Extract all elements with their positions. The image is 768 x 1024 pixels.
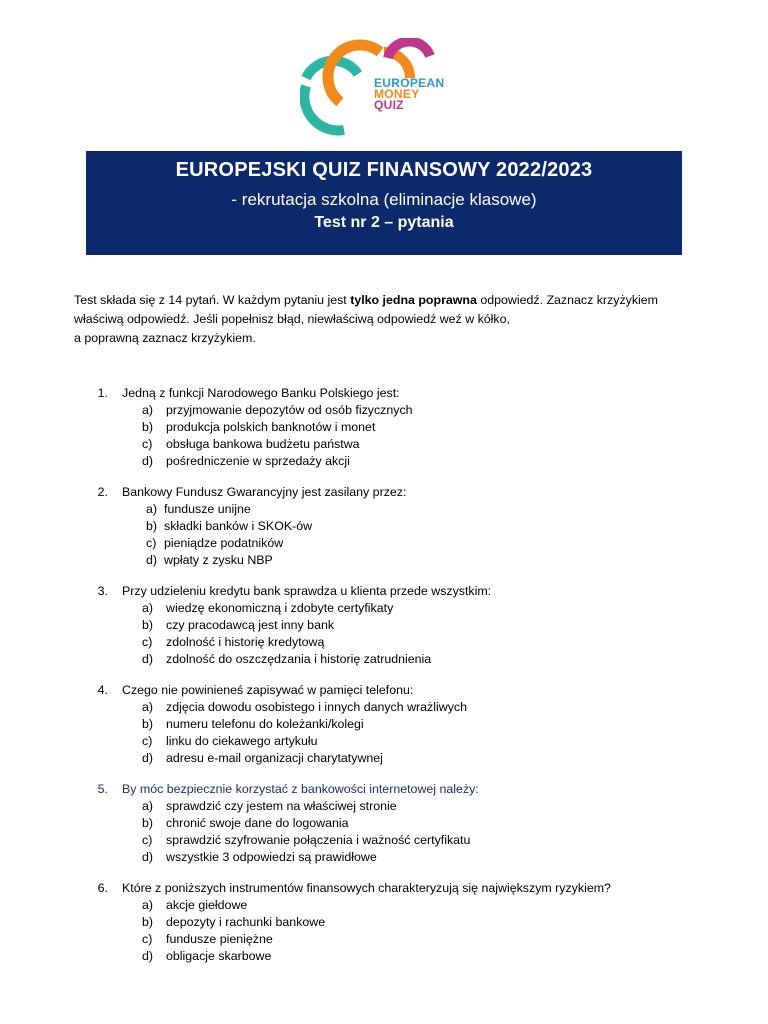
answer-options <box>74 600 674 668</box>
answer-options <box>74 699 674 767</box>
option-text: akcje giełdowe <box>166 898 248 912</box>
answer-option[interactable] <box>74 402 674 419</box>
answer-options <box>74 501 674 569</box>
option-letter: b) <box>142 717 154 731</box>
question-text: Przy udzieleniu kredytu bank sprawdza u klienta przede wszystkim: <box>122 584 492 598</box>
answer-option[interactable] <box>74 535 674 552</box>
option-text: sprawdzić szyfrowanie połączenia i ważność certyfikatu <box>166 833 471 847</box>
option-text: numeru telefonu do koleżanki/kolegi <box>166 717 364 731</box>
answer-option[interactable] <box>74 699 674 716</box>
option-letter: c) <box>142 734 153 748</box>
option-text: depozyty i rachunki bankowe <box>166 915 326 929</box>
answer-option[interactable] <box>74 948 674 965</box>
answer-options <box>74 897 674 965</box>
option-letter: c) <box>142 833 153 847</box>
answer-option[interactable] <box>74 931 674 948</box>
option-text: wpłaty z zysku NBP <box>164 553 273 567</box>
option-letter: b) <box>142 618 154 632</box>
answer-options <box>74 798 674 866</box>
option-text: wiedzę ekonomiczną i zdobyte certyfikaty <box>166 601 394 615</box>
title-banner <box>86 151 682 255</box>
option-text: czy pracodawcą jest inny bank <box>166 618 335 632</box>
option-text: produkcja polskich banknotów i monet <box>166 420 376 434</box>
option-letter: b) <box>142 420 154 434</box>
answer-option[interactable] <box>74 798 674 815</box>
option-text: obsługa bankowa budżetu państwa <box>166 437 360 451</box>
option-text: przyjmowanie depozytów od osób fizycznych <box>166 403 413 417</box>
answer-option[interactable] <box>74 518 674 535</box>
question-text: Które z poniższych instrumentów finansowych charakteryzują się największym ryzykiem? <box>122 881 611 895</box>
question-line <box>74 385 674 402</box>
option-letter: a) <box>142 403 154 417</box>
answer-option[interactable] <box>74 914 674 931</box>
answer-option[interactable] <box>74 600 674 617</box>
option-letter: c) <box>146 536 157 550</box>
answer-option[interactable] <box>74 733 674 750</box>
option-letter: d) <box>146 553 158 567</box>
option-letter: b) <box>142 915 154 929</box>
option-text: zdolność i historię kredytową <box>166 635 325 649</box>
test-label: Test nr 2 – pytania <box>314 214 454 231</box>
page-title: EUROPEJSKI QUIZ FINANSOWY 2022/2023 <box>175 159 593 181</box>
instructions-part1: Test składa się z 14 pytań. W każdym pytaniu jest <box>74 293 351 307</box>
instructions <box>74 291 658 348</box>
option-letter: b) <box>146 519 158 533</box>
question-1 <box>74 385 674 470</box>
question-number: 6. <box>97 881 108 895</box>
question-line <box>74 484 674 501</box>
question-text: Bankowy Fundusz Gwarancyjny jest zasilany przez: <box>122 485 407 499</box>
option-text: składki banków i SKOK-ów <box>164 519 313 533</box>
option-text: pieniądze podatników <box>164 536 284 550</box>
answer-option[interactable] <box>74 897 674 914</box>
question-list <box>74 385 674 979</box>
answer-option[interactable] <box>74 617 674 634</box>
question-number: 1. <box>97 386 108 400</box>
option-letter: d) <box>142 850 154 864</box>
option-text: sprawdzić czy jestem na właściwej stronie <box>166 799 397 813</box>
instructions-part2: odpowiedź. Zaznacz krzyżykiem właściwą odpowiedź. Jeśli popełnisz błąd, niewłaściwą odpowiedź weź w kółko, <box>74 293 659 326</box>
answer-option[interactable] <box>74 453 674 470</box>
question-number: 4. <box>97 683 108 697</box>
option-text: chronić swoje dane do logowania <box>166 816 349 830</box>
option-text: pośredniczenie w sprzedaży akcji <box>166 454 350 468</box>
question-line <box>74 781 674 798</box>
question-line <box>74 880 674 897</box>
question-number: 2. <box>97 485 108 499</box>
instructions-bold: tylko jedna poprawna <box>350 293 477 307</box>
question-6 <box>74 880 674 965</box>
answer-option[interactable] <box>74 419 674 436</box>
question-line <box>74 682 674 699</box>
option-text: fundusze unijne <box>164 502 251 516</box>
option-letter: d) <box>142 652 154 666</box>
question-line <box>74 583 674 600</box>
question-text: Czego nie powinieneś zapisywać w pamięci telefonu: <box>122 683 414 697</box>
option-text: obligacje skarbowe <box>166 949 272 963</box>
answer-option[interactable] <box>74 832 674 849</box>
answer-option[interactable] <box>74 634 674 651</box>
option-letter: a) <box>142 898 154 912</box>
option-text: wszystkie 3 odpowiedzi są prawidłowe <box>166 850 377 864</box>
option-letter: c) <box>142 437 153 451</box>
option-letter: d) <box>142 454 154 468</box>
option-text: fundusze pieniężne <box>166 932 273 946</box>
option-letter: a) <box>142 601 154 615</box>
answer-option[interactable] <box>74 651 674 668</box>
answer-option[interactable] <box>74 849 674 866</box>
question-text: By móc bezpiecznie korzystać z bankowości internetowej należy: <box>122 782 479 796</box>
logo-text <box>374 78 444 111</box>
answer-option[interactable] <box>74 750 674 767</box>
option-text: linku do ciekawego artykułu <box>166 734 318 748</box>
question-number: 5. <box>97 782 108 796</box>
option-text: zdjęcia dowodu osobistego i innych danych wrażliwych <box>166 700 467 714</box>
option-letter: a) <box>142 799 154 813</box>
option-text: adresu e-mail organizacji charytatywnej <box>166 751 383 765</box>
question-3 <box>74 583 674 668</box>
question-4 <box>74 682 674 767</box>
answer-option[interactable] <box>74 501 674 518</box>
european-money-quiz-logo <box>300 38 450 138</box>
answer-options <box>74 402 674 470</box>
option-text: zdolność do oszczędzania i historię zatrudnienia <box>166 652 432 666</box>
instructions-part3: a poprawną zaznacz krzyżykiem. <box>74 331 256 345</box>
option-letter: b) <box>142 816 154 830</box>
answer-option[interactable] <box>74 552 674 569</box>
option-letter: a) <box>142 700 154 714</box>
question-text: Jedną z funkcji Narodowego Banku Polskiego jest: <box>122 386 400 400</box>
answer-option[interactable] <box>74 716 674 733</box>
answer-option[interactable] <box>74 815 674 832</box>
question-2 <box>74 484 674 569</box>
option-letter: a) <box>146 502 158 516</box>
page-subtitle: - rekrutacja szkolna (eliminacje klasowe) <box>231 190 537 209</box>
option-letter: d) <box>142 751 154 765</box>
option-letter: c) <box>142 635 153 649</box>
logo-line-quiz: QUIZ <box>374 98 404 112</box>
question-5 <box>74 781 674 866</box>
logo-line-european: EUROPEAN <box>374 76 445 90</box>
question-number: 3. <box>97 584 108 598</box>
option-letter: d) <box>142 949 154 963</box>
option-letter: c) <box>142 932 153 946</box>
logo-line-money: MONEY <box>374 87 420 101</box>
answer-option[interactable] <box>74 436 674 453</box>
